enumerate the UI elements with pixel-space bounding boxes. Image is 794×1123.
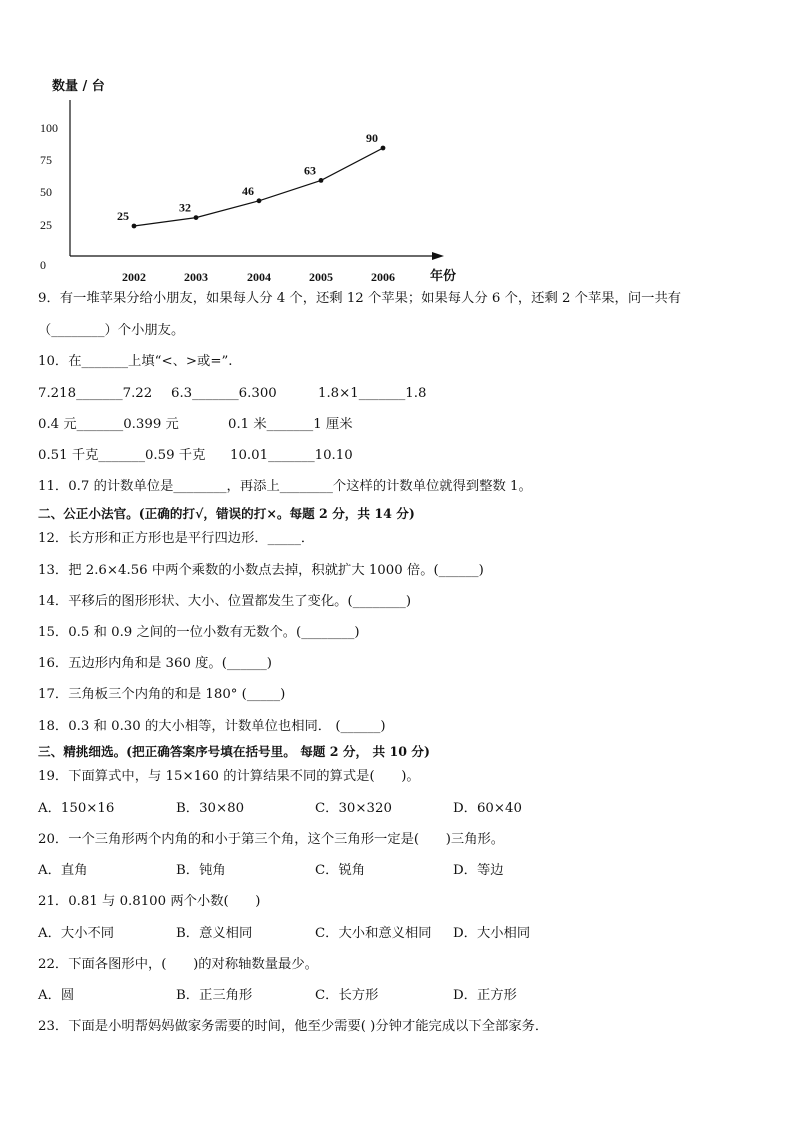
q10-item: 0.1 米_______1 厘米: [228, 417, 353, 432]
q11-text: 11．0.7 的计数单位是________，再添上________个这样的计数单位就得到整数 1。: [38, 479, 532, 494]
q19-text: 19．下面算式中，与 15×160 的计算结果不同的算式是( )。: [38, 769, 420, 784]
y-tick-labels: [40, 121, 58, 272]
y-tick-label: 50: [40, 185, 52, 199]
y-axis-title: 数量 / 台: [52, 79, 105, 94]
option-d[interactable]: D．正方形: [453, 988, 517, 1003]
q22-text: 22．下面各图形中，( )的对称轴数量最少。: [38, 957, 318, 972]
y-tick-label: 25: [40, 218, 52, 232]
data-label: 46: [242, 183, 254, 198]
q10-item: 7.218_______7.22: [38, 386, 153, 401]
q12-text: 12．长方形和正方形也是平行四边形．_____．: [38, 531, 315, 546]
x-tick-label: 2004: [247, 270, 271, 284]
option-c[interactable]: C．长方形: [315, 988, 379, 1003]
x-tick-label: 2005: [309, 270, 333, 284]
data-label: 63: [304, 163, 316, 178]
section-3-heading: 三、精挑细选。(把正确答案序号填在括号里。 每题 2 分， 共 10 分): [38, 744, 430, 759]
option-c[interactable]: C．锐角: [315, 863, 366, 878]
series-line: [134, 148, 383, 226]
data-point: [381, 146, 386, 151]
data-label: 90: [366, 131, 378, 145]
x-tick-labels: [122, 270, 395, 284]
option-a[interactable]: A．150×16: [38, 801, 115, 816]
q9-text-line2: （________）个小朋友。: [38, 323, 185, 338]
q10-item: 0.4 元_______0.399 元: [38, 417, 179, 432]
option-a[interactable]: A．圆: [38, 988, 75, 1003]
y-tick-label: 100: [40, 121, 58, 135]
line-chart: [0, 0, 794, 300]
x-tick-label: 2002: [122, 270, 146, 284]
data-label: 25: [117, 209, 129, 223]
q10-item: 1.8×1_______1.8: [318, 386, 427, 401]
q17-text: 17．三角板三个内角的和是 180° (_____): [38, 687, 286, 702]
option-b[interactable]: B．意义相同: [176, 926, 253, 941]
y-tick-label: 0: [40, 258, 46, 272]
q20-text: 20．一个三角形两个内角的和小于第三个角，这个三角形一定是( )三角形。: [38, 832, 505, 847]
x-tick-label: 2003: [184, 270, 208, 284]
q10-title: 10．在_______上填“<、>或=”.: [38, 354, 233, 369]
option-c[interactable]: C．大小和意义相同: [315, 926, 432, 941]
q15-text: 15．0.5 和 0.9 之间的一位小数有无数个。(________): [38, 625, 360, 640]
option-a[interactable]: A．大小不同: [38, 926, 115, 941]
q10-item: 0.51 千克_______0.59 千克: [38, 448, 206, 463]
q16-text: 16．五边形内角和是 360 度。(______): [38, 656, 272, 671]
section-2-heading: 二、公正小法官。(正确的打√，错误的打×。每题 2 分，共 14 分): [38, 506, 415, 521]
option-b[interactable]: B．正三角形: [176, 988, 253, 1003]
data-point: [257, 198, 262, 203]
q18-text: 18．0.3 和 0.30 的大小相等，计数单位也相同． (______): [38, 719, 386, 734]
q10-item: 10.01_______10.10: [230, 448, 353, 463]
q21-text: 21．0.81 与 0.8100 两个小数( ): [38, 894, 261, 909]
data-label: 32: [179, 200, 191, 215]
option-b[interactable]: B．30×80: [176, 801, 245, 816]
option-d[interactable]: D．60×40: [453, 801, 522, 816]
q23-text: 23．下面是小明帮妈妈做家务需要的时间，他至少需要( )分钟才能完成以下全部家务．: [38, 1019, 549, 1034]
option-d[interactable]: D．等边: [453, 863, 504, 878]
x-axis-title: 年份: [430, 269, 457, 284]
q14-text: 14．平移后的图形形状、大小、位置都发生了变化。(________): [38, 594, 412, 609]
data-points: [117, 131, 385, 228]
data-point: [319, 178, 324, 183]
q13-text: 13．把 2.6×4.56 中两个乘数的小数点去掉，积就扩大 1000 倍。(______): [38, 563, 484, 578]
q10-item: 6.3_______6.300: [171, 386, 277, 401]
data-point: [132, 224, 137, 229]
option-a[interactable]: A．直角: [38, 863, 88, 878]
x-tick-label: 2006: [371, 270, 395, 284]
option-b[interactable]: B．钝角: [176, 863, 226, 878]
data-point: [194, 215, 199, 220]
option-c[interactable]: C．30×320: [315, 801, 392, 816]
option-d[interactable]: D．大小相同: [453, 926, 531, 941]
x-axis-arrow: [432, 252, 444, 260]
q9-text-line1: 9．有一堆苹果分给小朋友，如果每人分 4 个，还剩 12 个苹果；如果每人分 6 个，还剩 2 个苹果，问一共有: [38, 291, 682, 306]
y-tick-label: 75: [40, 153, 52, 167]
